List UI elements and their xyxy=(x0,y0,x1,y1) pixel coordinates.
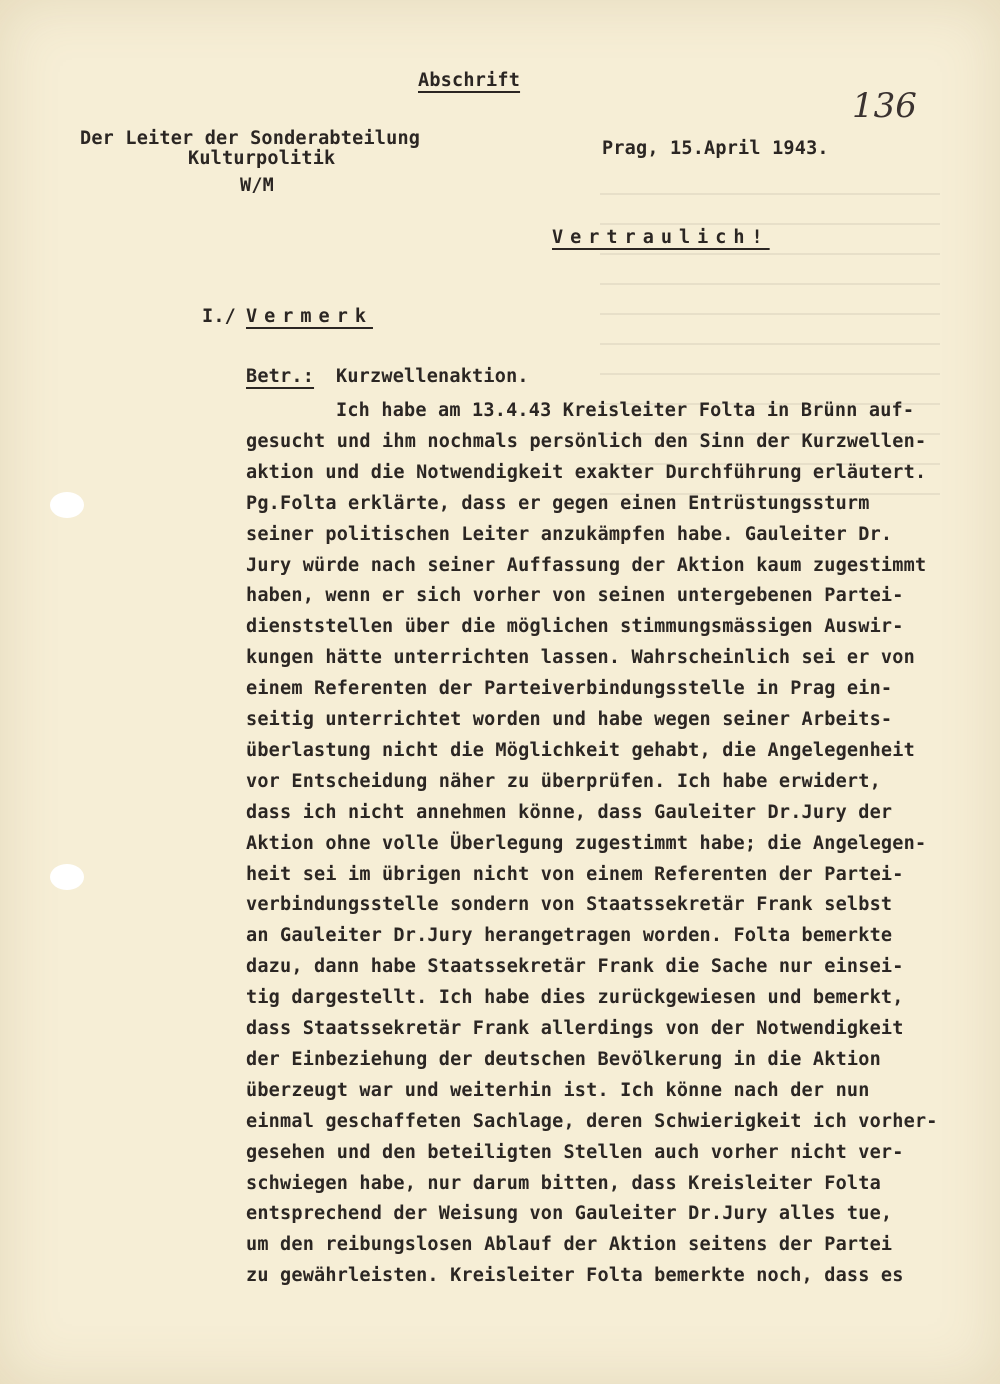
body-line: Jury würde nach seiner Auffassung der Aktion kaum zugestimmt xyxy=(246,554,927,576)
document-title: Abschrift xyxy=(418,70,521,91)
body-line: Ich habe am 13.4.43 Kreisleiter Folta in Brünn auf- xyxy=(336,400,915,421)
sender-line-2: Kulturpolitik xyxy=(188,148,336,169)
body-line: Pg.Folta erklärte, dass er gegen einen Entrüstungssturm xyxy=(246,492,870,514)
body-line: entsprechend der Weisung von Gauleiter Dr.Jury alles tue, xyxy=(246,1203,893,1225)
body-line: schwiegen habe, nur darum bitten, dass Kreisleiter Folta xyxy=(246,1172,881,1194)
body-line: einmal geschaffeten Sachlage, deren Schwierigkeit ich vorher- xyxy=(246,1110,938,1132)
body-line: dass ich nicht annehmen könne, dass Gauleiter Dr.Jury der xyxy=(246,801,893,823)
body-line: dienststellen über die möglichen stimmungsmässigen Auswir- xyxy=(246,616,904,638)
body-line: seiner politischen Leiter anzukämpfen habe. Gauleiter Dr. xyxy=(246,523,893,545)
body-line: Aktion ohne volle Überlegung zugestimmt habe; die Angelegen- xyxy=(246,832,927,854)
body-line: dass Staatssekretär Frank allerdings von der Notwendigkeit xyxy=(246,1018,904,1039)
punch-hole-top xyxy=(50,492,84,518)
body-line: tig dargestellt. Ich habe dies zurückgewiesen und bemerkt, xyxy=(246,987,904,1009)
body-line: einem Referenten der Parteiverbindungsstelle in Prag ein- xyxy=(246,678,893,700)
body-line: heit sei im übrigen nicht von einem Referenten der Partei- xyxy=(246,863,904,885)
place-date: Prag, 15.April 1943. xyxy=(602,138,829,159)
body-line: dazu, dann habe Staatssekretär Frank die Sache nur einsei- xyxy=(246,956,904,978)
subject-label: Betr.: xyxy=(246,366,315,387)
classification-mark: Vertraulich! xyxy=(552,227,770,248)
body-line: an Gauleiter Dr.Jury herangetragen worden. Folta bemerkte xyxy=(246,925,893,947)
body-line: zu gewährleisten. Kreisleiter Folta bemerkte noch, dass es xyxy=(246,1265,904,1287)
reference-code: W/M xyxy=(240,175,275,196)
body-line: gesehen und den beteiligten Stellen auch vorher nicht ver- xyxy=(246,1141,904,1163)
body-line: vor Entscheidung näher zu überprüfen. Ich habe erwidert, xyxy=(246,770,881,792)
subject-text: Kurzwellenaktion. xyxy=(336,366,529,387)
body-line: seitig unterrichtet worden und habe wegen seiner Arbeits- xyxy=(246,709,893,730)
body-line: gesucht und ihm nochmals persönlich den Sinn der Kurzwellen- xyxy=(246,430,927,452)
page-number: 136 xyxy=(852,86,917,126)
body-line: verbindungsstelle sondern von Staatssekretär Frank selbst xyxy=(246,894,893,916)
section-heading: Vermerk xyxy=(246,306,373,327)
body-line: haben, wenn er sich vorher von seinen untergebenen Partei- xyxy=(246,585,904,607)
punch-hole-bottom xyxy=(50,864,84,890)
body-line: um den reibungslosen Ablauf der Aktion seitens der Partei xyxy=(246,1234,893,1256)
body-line: überlastung nicht die Möglichkeit gehabt, die Angelegenheit xyxy=(246,739,915,761)
body-line: aktion und die Notwendigkeit exakter Durchführung erläutert. xyxy=(246,461,927,483)
section-number: I./ xyxy=(202,306,237,327)
sender-line-1: Der Leiter der Sonderabteilung xyxy=(80,128,421,149)
body-line: der Einbeziehung der deutschen Bevölkerung in die Aktion xyxy=(246,1048,881,1070)
body-line: überzeugt war und weiterhin ist. Ich könne nach der nun xyxy=(246,1079,870,1101)
body-line: kungen hätte unterrichten lassen. Wahrscheinlich sei er von xyxy=(246,647,915,669)
